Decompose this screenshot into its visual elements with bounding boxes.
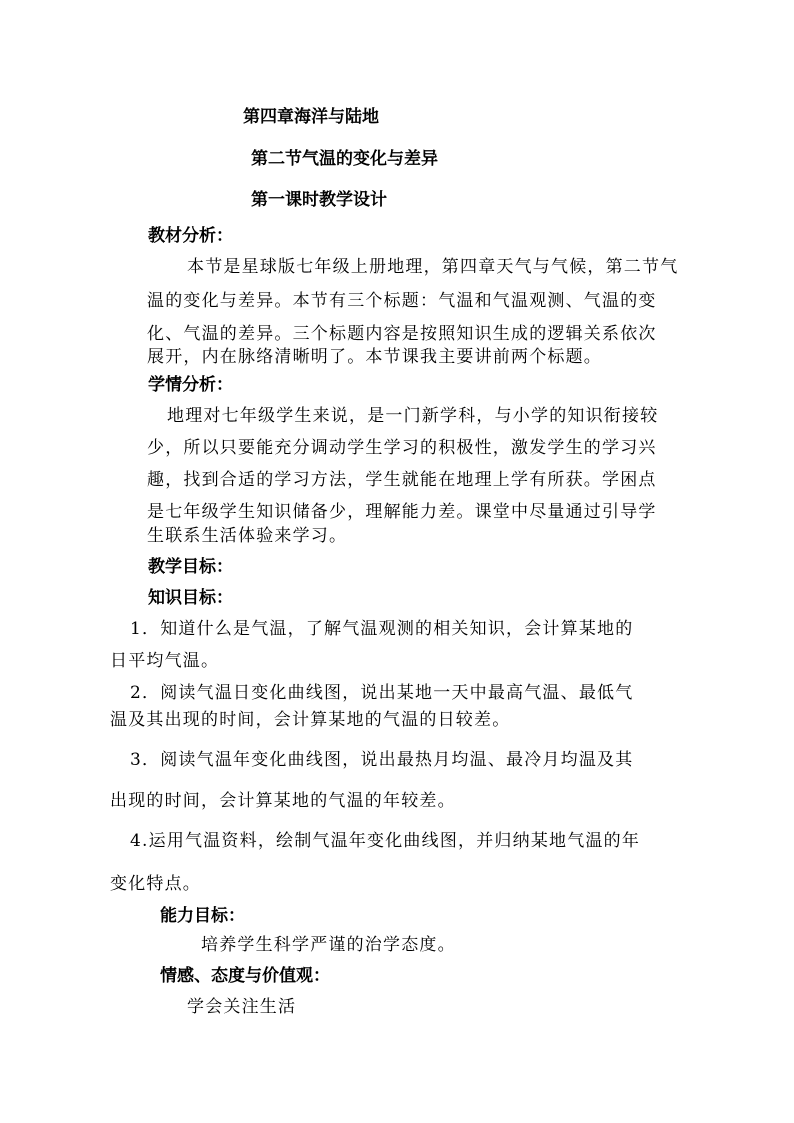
knowledge-goal-line: 1．知道什么是气温，了解气温观测的相关知识，会计算某地的: [130, 619, 634, 639]
student-analysis-heading: 学情分析：: [148, 375, 233, 395]
textbook-analysis-line: 本节是星球版七年级上册地理，第四章天气与气候，第二节气: [187, 257, 679, 277]
textbook-analysis-line: 温的变化与差异。本节有三个标题：气温和气温观测、气温的变: [147, 291, 657, 311]
student-analysis-line: 生联系生活体验来学习。: [147, 526, 348, 546]
emotion-goals-heading: 情感、态度与价值观：: [160, 966, 330, 986]
knowledge-goal-line: 4.运用气温资料，绘制气温年变化曲线图，并归纳某地气温的年: [130, 831, 641, 851]
student-analysis-line: 是七年级学生知识储备少，理解能力差。课堂中尽量通过引导学: [147, 502, 657, 522]
textbook-analysis-line: 化、气温的差异。三个标题内容是按照知识生成的逻辑关系依次: [147, 324, 657, 344]
knowledge-goals-heading: 知识目标：: [148, 588, 233, 608]
ability-goals-heading: 能力目标：: [160, 906, 245, 926]
student-analysis-line: 趣，找到合适的学习方法，学生就能在地理上学有所获。学困点: [147, 470, 657, 490]
knowledge-goal-line: 温及其出现的时间，会计算某地的气温的日较差。: [110, 710, 511, 730]
section-title: 第二节气温的变化与差异: [251, 149, 438, 169]
knowledge-goal-line: 2．阅读气温日变化曲线图，说出某地一天中最高气温、最低气: [130, 683, 634, 703]
ability-goals-text: 培养学生科学严谨的治学态度。: [201, 935, 456, 955]
knowledge-goal-line: 出现的时间，会计算某地的气温的年较差。: [110, 791, 456, 811]
teaching-goals-heading: 教学目标：: [148, 557, 233, 577]
knowledge-goal-line: 日平均气温。: [110, 651, 220, 671]
student-analysis-line: 少，所以只要能充分调动学生学习的积极性，激发学生的学习兴: [147, 438, 657, 458]
chapter-title: 第四章海洋与陆地: [243, 107, 379, 127]
textbook-analysis-line: 展开，内在脉络清晰明了。本节课我主要讲前两个标题。: [147, 347, 602, 367]
knowledge-goal-line: 3．阅读气温年变化曲线图，说出最热月均温、最冷月均温及其: [130, 750, 634, 770]
knowledge-goal-line: 变化特点。: [110, 874, 201, 894]
emotion-goals-text: 学会关注生活: [187, 997, 297, 1017]
lesson-title: 第一课时教学设计: [251, 190, 387, 210]
student-analysis-line: 地理对七年级学生来说，是一门新学科，与小学的知识衔接较: [167, 406, 659, 426]
textbook-analysis-heading: 教材分析：: [148, 226, 233, 246]
